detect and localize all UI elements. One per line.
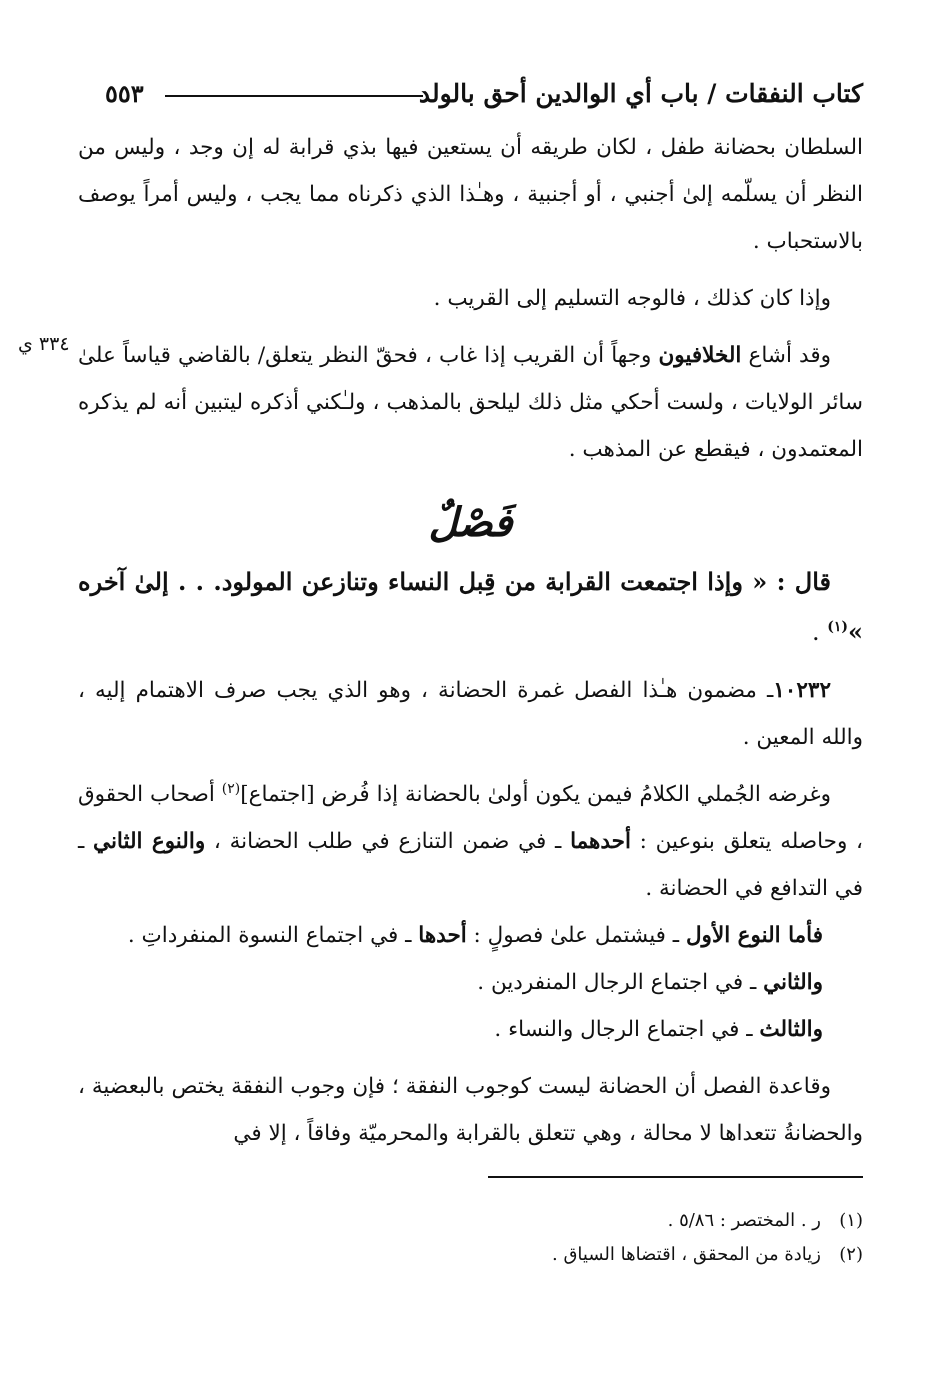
p6-b: ـ في اجتماع النسوة المنفرداتِ . xyxy=(127,923,419,948)
qala-quote xyxy=(78,557,863,657)
running-title: كتاب النفقات / باب أي الوالدين أحق بالولد xyxy=(418,79,863,108)
footnote-ref-2: (٢) xyxy=(221,780,241,797)
margin-reference: ٣٣٤ ي xyxy=(18,333,70,355)
paragraph-9: وقاعدة الفصل أن الحضانة ليست كوجوب النفقة ؛ فإن وجوب النفقة يختص بالبعضية ، والحضانةُ تتعداها لا محالة ، وهي تتعلق بالقرابة والمحرميّة وفاقاً ، إلا في xyxy=(78,1074,863,1146)
p5-bold-2: والنوع الثاني xyxy=(93,829,206,854)
paragraph-10232-text: ـ مضمون هـٰذا الفصل غمرة الحضانة ، وهو الذي يجب صرف الاهتمام إليه ، والله المعين . xyxy=(78,678,863,750)
p8-bold: والثالث xyxy=(759,1017,823,1042)
p5-c: ـ في ضمن التنازع في طلب الحضانة ، xyxy=(205,829,571,854)
page-number: ٥٥٣ xyxy=(105,79,144,108)
p7-bold: والثاني xyxy=(763,970,823,995)
p5-bold-1: أحدهما xyxy=(570,829,631,854)
paragraph-6 xyxy=(78,912,863,959)
footnote-2-number: (٢) xyxy=(839,1244,863,1265)
footnote-1 xyxy=(103,1204,863,1238)
p6-bold-1: فأما النوع الأول xyxy=(685,923,823,948)
footnotes xyxy=(103,1204,863,1272)
qala-text: قال : « وإذا اجتمعت القرابة من قِبل النساء وتنازعن المولود. . . إلىٰ آخره » xyxy=(78,567,863,646)
qala-end: . xyxy=(811,618,828,646)
paragraph-5 xyxy=(78,771,863,912)
p7-text: ـ في اجتماع الرجال المنفردين . xyxy=(477,970,764,995)
footnote-1-number: (١) xyxy=(839,1210,863,1231)
footnote-2 xyxy=(103,1238,863,1272)
footnote-rule xyxy=(488,1176,863,1178)
fasl-heading xyxy=(78,495,863,551)
p5-d: ـ في التدافع في الحضانة . xyxy=(78,829,863,901)
paragraph-8 xyxy=(78,1006,863,1053)
footnote-1-text: ر . المختصر : ٥/٨٦ . xyxy=(667,1210,821,1231)
p6-a: ـ فيشتمل علىٰ فصولٍ : xyxy=(466,923,686,948)
footnote-2-text: زيادة من المحقق ، اقتضاها السياق . xyxy=(552,1244,821,1265)
main-text xyxy=(78,124,863,1157)
paragraph-7 xyxy=(78,959,863,1006)
p6-bold-2: أحدها xyxy=(418,923,467,948)
header-rule xyxy=(165,95,423,97)
paragraph-2: وإذا كان كذلك ، فالوجه التسليم إلى القريب . xyxy=(433,286,831,311)
paragraph-10232 xyxy=(78,667,863,761)
footnote-ref-1: (١) xyxy=(827,619,848,635)
fasl-ornament: فَصْلٌ xyxy=(428,499,513,546)
p5-b: أصحاب الحقوق ، وحاصله يتعلق بنوعين : xyxy=(78,782,863,854)
page-header xyxy=(105,76,863,116)
paragraph-3-start: وقد أشاع xyxy=(741,343,831,368)
issue-number: ١٠٢٣٢ xyxy=(773,678,831,703)
paragraph-3-rest: وجهاً أن القريب إذا غاب ، فحقّ النظر يتعلق/ بالقاضي قياساً علىٰ سائر الولايات ، ولست أحكي مثل ذلك ليلحق بالمذهب ، ولـٰكني أذكره ليتبين أنه لم يذكره المعتمدون ، فيقطع عن المذهب . xyxy=(78,343,863,462)
paragraph-1: السلطان بحضانة طفل ، لكان طريقه أن يستعين فيها بذي قرابة له إن وجد ، وليس من النظر أن يسلّمه إلىٰ أجنبي ، أو أجنبية ، وهـٰذا الذي ذكرناه مما يجب ، وليس أمراً يوصف بالاستحباب . xyxy=(78,135,863,254)
p8-text: ـ في اجتماع الرجال والنساء . xyxy=(494,1017,760,1042)
khilafiyun-term: الخلافيون xyxy=(658,343,742,368)
paragraph-3 xyxy=(78,332,863,473)
p5-a: وغرضه الجُملي الكلامُ فيمن يكون أولىٰ بالحضانة إذا فُرض [اجتماع] xyxy=(240,782,831,807)
